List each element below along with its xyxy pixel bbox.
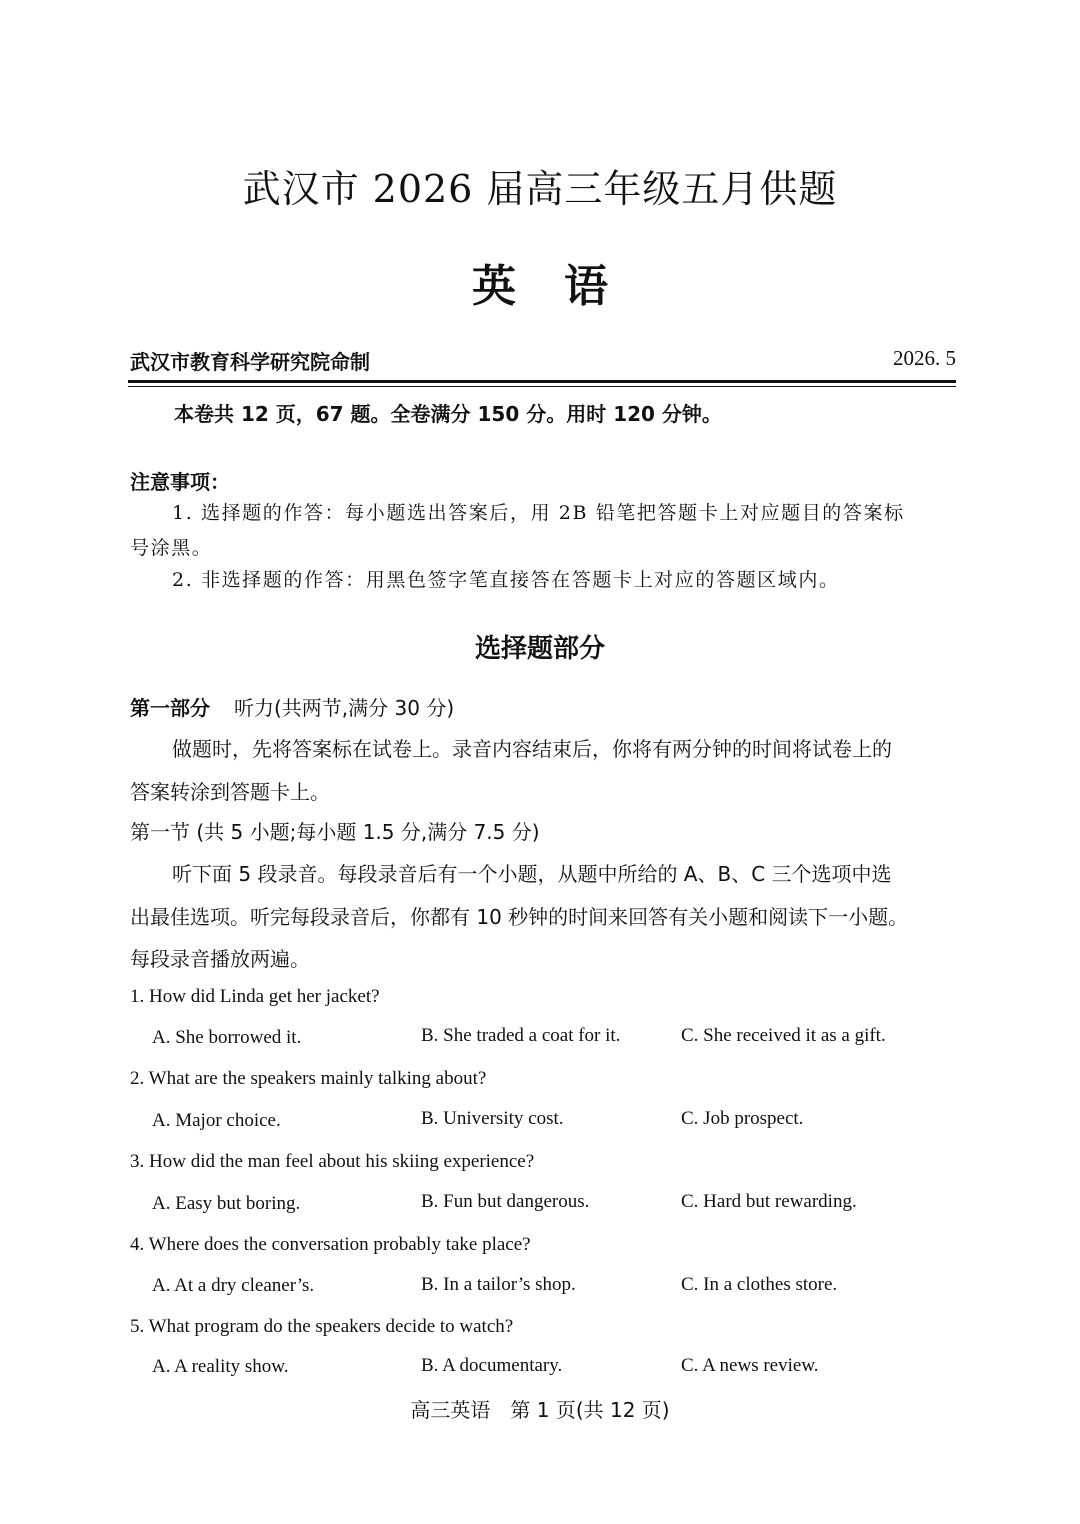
question-stem: 3. How did the man feel about his skiing experience? [130,1151,535,1172]
part-intro-line-2: 答案转涂到答题卡上。 [130,780,330,804]
header-divider-thick [128,380,956,383]
option-b: B. In a tailor’s shop. [421,1274,576,1295]
option-c: C. Job prospect. [681,1108,804,1129]
section-title: 选择题部分 [474,634,605,664]
notice-heading: 注意事项： [130,470,230,494]
part-heading [130,692,454,721]
question-stem: 1. How did Linda get her jacket? [130,986,380,1007]
option-b: B. A documentary. [421,1355,563,1376]
question-stem: 5. What program do the speakers decide to watch? [130,1316,514,1337]
page-footer: 高三英语 第 1 页(共 12 页) [410,1398,670,1422]
option-c: C. In a clothes store. [681,1274,838,1295]
directions-line-3: 每段录音播放两遍。 [130,947,310,971]
notice-item-1-line-2: 号涂黑。 [130,537,213,559]
part-title: 听力(共两节,满分 30 分) [234,696,455,720]
question-stem: 4. Where does the conversation probably take place? [130,1234,531,1255]
directions-line-1: 听下面 5 段录音。每段录音后有一个小题，从题中所给的 A、B、C 三个选项中选 [172,862,892,886]
issue-date: 2026. 5 [893,346,956,370]
exam-title: 武汉市 2026 届高三年级五月供题 [242,167,838,211]
question-stem: 2. What are the speakers mainly talking about? [130,1068,487,1089]
option-c: C. A news review. [681,1355,819,1376]
option-b: B. Fun but dangerous. [421,1191,590,1212]
option-c: C. Hard but rewarding. [681,1191,857,1212]
option-a: A. She borrowed it. [152,1027,302,1048]
exam-summary: 本卷共 12 页，67 题。全卷满分 150 分。用时 120 分钟。 [174,402,722,426]
option-b: B. University cost. [421,1108,564,1129]
option-a: A. Major choice. [152,1110,281,1131]
header-divider-thin [128,386,956,387]
notice-item-2: 2. 非选择题的作答：用黑色签字笔直接答在答题卡上对应的答题区域内。 [172,569,840,591]
option-a: A. A reality show. [152,1356,289,1377]
part-label: 第一部分 [130,696,210,720]
directions-line-2: 出最佳选项。听完每段录音后，你都有 10 秒钟的时间来回答有关小题和阅读下一小题。 [130,905,909,929]
issuer-line: 武汉市教育科学研究院命制 [130,350,370,374]
option-a: A. Easy but boring. [152,1193,301,1214]
subject-title: 英语 [472,261,656,312]
part-intro-line-1: 做题时，先将答案标在试卷上。录音内容结束后，你将有两分钟的时间将试卷上的 [172,737,892,761]
option-a: A. At a dry cleaner’s. [152,1275,315,1296]
option-b: B. She traded a coat for it. [421,1025,621,1046]
section-heading: 第一节 (共 5 小题;每小题 1.5 分,满分 7.5 分) [130,820,540,844]
option-c: C. She received it as a gift. [681,1025,886,1046]
notice-item-1-line-1: 1. 选择题的作答：每小题选出答案后，用 2B 铅笔把答题卡上对应题目的答案标 [172,502,905,524]
